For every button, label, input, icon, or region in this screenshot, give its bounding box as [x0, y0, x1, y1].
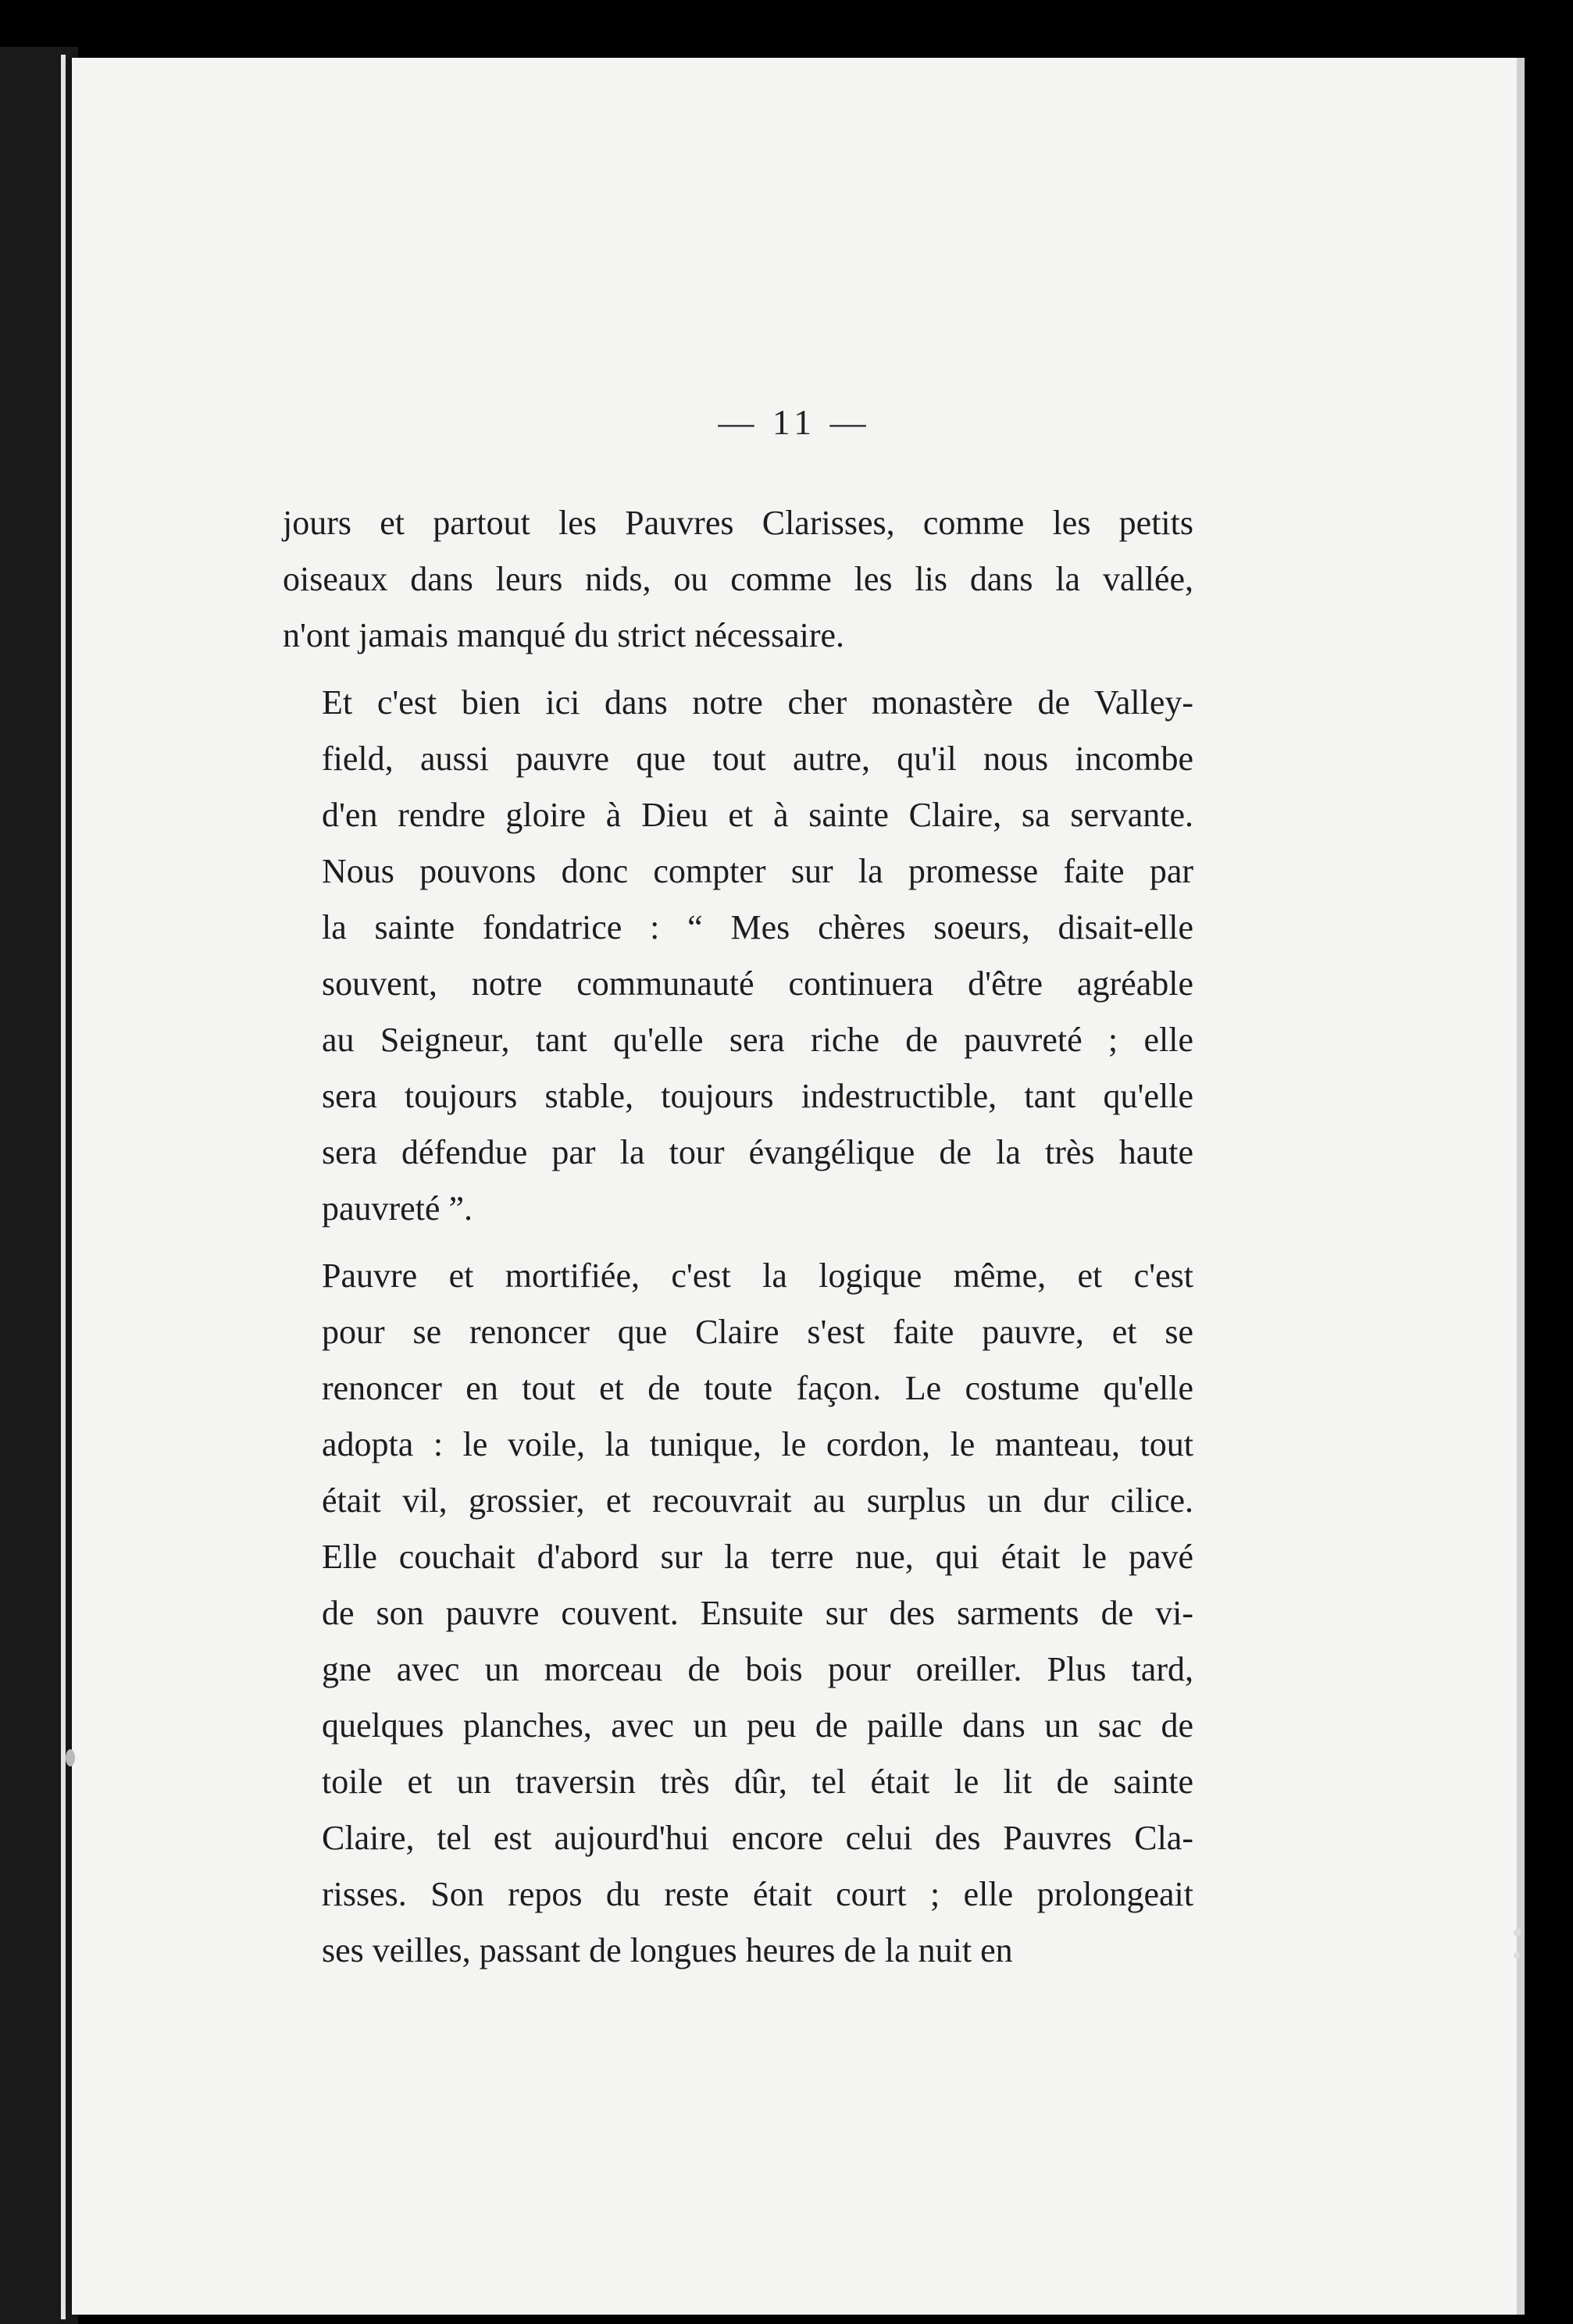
text-line: Elle couchait d'abord sur la terre nue, qui était le pavé [322, 1538, 1193, 1576]
text-line: ses veilles, passant de longues heures de la nuit en [322, 1931, 1013, 1969]
page-right-edge [1517, 58, 1525, 2315]
text-line: au Seigneur, tant qu'elle sera riche de pauvreté ; elle [322, 1021, 1193, 1059]
text-line: adopta : le voile, la tunique, le cordon, le manteau, tout [322, 1425, 1193, 1463]
text-line: renoncer en tout et de toute façon. Le costume qu'elle [322, 1369, 1193, 1407]
text-line: jours et partout les Pauvres Clarisses, comme les petits [283, 504, 1193, 542]
text-line: d'en rendre gloire à Dieu et à sainte Claire, sa servante. [322, 796, 1193, 834]
text-line: Et c'est bien ici dans notre cher monastère de Valley- [322, 683, 1193, 722]
text-line: Nous pouvons donc compter sur la promesse faite par [322, 852, 1193, 890]
paragraph-3 [283, 1248, 1193, 1979]
scan-speck [1514, 1929, 1521, 1937]
text-line: de son pauvre couvent. Ensuite sur des sarments de vi- [322, 1594, 1193, 1632]
text-line: field, aussi pauvre que tout autre, qu'il nous incombe [322, 740, 1193, 778]
scan-speck [1514, 1952, 1520, 1959]
text-line: était vil, grossier, et recouvrait au surplus un dur cilice. [322, 1481, 1193, 1520]
text-line: sera toujours stable, toujours indestructible, tant qu'elle [322, 1077, 1193, 1115]
text-line: toile et un traversin très dûr, tel était le lit de sainte [322, 1763, 1193, 1801]
text-line: Pauvre et mortifiée, c'est la logique même, et c'est [322, 1256, 1193, 1295]
text-line: sera défendue par la tour évangélique de la très haute [322, 1133, 1193, 1171]
body-text [283, 495, 1193, 1990]
text-line: la sainte fondatrice : “ Mes chères soeurs, disait-elle [322, 908, 1193, 946]
text-line: n'ont jamais manqué du strict nécessaire. [283, 616, 845, 654]
book-page [72, 58, 1517, 2315]
previous-page-edge [0, 47, 78, 2324]
text-line: risses. Son repos du reste était court ; elle prolongeait [322, 1875, 1193, 1913]
text-line: pauvreté ”. [322, 1189, 473, 1228]
text-line: oiseaux dans leurs nids, ou comme les lis dans la vallée, [283, 560, 1193, 598]
text-line: gne avec un morceau de bois pour oreiller. Plus tard, [322, 1650, 1193, 1688]
text-line: pour se renoncer que Claire s'est faite pauvre, et se [322, 1313, 1193, 1351]
binding-line [61, 55, 66, 2319]
page-number: — 11 — [718, 402, 871, 442]
text-line: Claire, tel est aujourd'hui encore celui des Pauvres Cla- [322, 1819, 1193, 1857]
scan-speck [66, 1749, 75, 1766]
paragraph-2 [283, 675, 1193, 1237]
paragraph-1 [283, 495, 1193, 664]
text-line: souvent, notre communauté continuera d'être agréable [322, 964, 1193, 1003]
text-line: quelques planches, avec un peu de paille dans un sac de [322, 1706, 1193, 1745]
